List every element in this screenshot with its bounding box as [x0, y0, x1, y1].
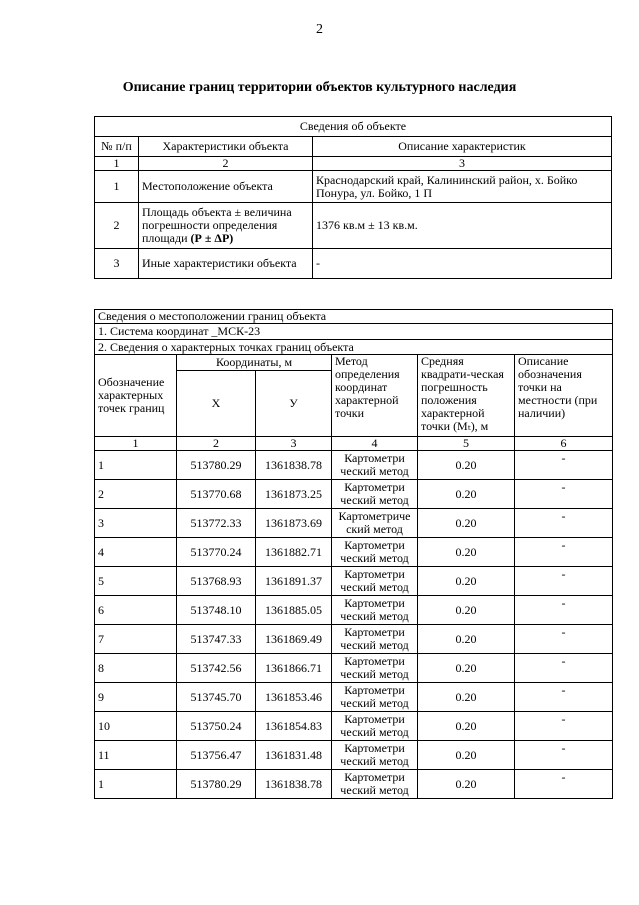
method-cell: Картометри ческий метод	[332, 712, 418, 741]
y-cell: 1361831.48	[256, 741, 332, 770]
table-row	[95, 567, 613, 596]
description-cell: -	[515, 683, 613, 712]
table-row	[95, 596, 613, 625]
x-cell: 513745.70	[177, 683, 256, 712]
col-number: 3	[313, 157, 612, 171]
error-cell: 0.20	[418, 567, 515, 596]
col-number: 5	[418, 437, 515, 451]
x-cell: 513747.33	[177, 625, 256, 654]
row-characteristic	[139, 203, 313, 249]
table-row	[95, 712, 613, 741]
error-cell: 0.20	[418, 451, 515, 480]
coord-system: 1. Система координат _МСК-23	[95, 324, 613, 340]
point-cell: 9	[95, 683, 177, 712]
method-cell: Картометри ческий метод	[332, 451, 418, 480]
boundary-coordinates-table	[94, 309, 613, 799]
x-cell: 513750.24	[177, 712, 256, 741]
table-row	[95, 654, 613, 683]
header-description: Описание обозначения точки на местности (при наличии)	[515, 355, 613, 437]
row-num: 2	[95, 203, 139, 249]
description-cell: -	[515, 509, 613, 538]
col-number: 1	[95, 157, 139, 171]
object-info-table	[94, 116, 612, 279]
table-row	[95, 683, 613, 712]
header-description: Описание характеристик	[313, 137, 612, 157]
col-number: 1	[95, 437, 177, 451]
page-number: 2	[316, 22, 323, 37]
point-cell: 1	[95, 451, 177, 480]
y-cell: 1361854.83	[256, 712, 332, 741]
method-cell: Картометриче ский метод	[332, 509, 418, 538]
location-caption: Сведения о местоположении границ объекта	[95, 310, 613, 324]
header-y: У	[256, 371, 332, 437]
row-description: Краснодарский край, Калининский район, х. Бойко Понура, ул. Бойко, 1 П	[313, 171, 612, 203]
x-cell: 513772.33	[177, 509, 256, 538]
object-info-caption: Сведения об объекте	[95, 117, 612, 137]
error-cell: 0.20	[418, 683, 515, 712]
x-cell: 513770.68	[177, 480, 256, 509]
table-row	[95, 538, 613, 567]
y-cell: 1361873.25	[256, 480, 332, 509]
method-cell: Картометри ческий метод	[332, 683, 418, 712]
point-cell: 8	[95, 654, 177, 683]
description-cell: -	[515, 654, 613, 683]
y-cell: 1361838.78	[256, 770, 332, 799]
description-cell: -	[515, 596, 613, 625]
y-cell: 1361891.37	[256, 567, 332, 596]
row-description: -	[313, 249, 612, 279]
row-num: 1	[95, 171, 139, 203]
description-cell: -	[515, 625, 613, 654]
method-cell: Картометри ческий метод	[332, 567, 418, 596]
y-cell: 1361882.71	[256, 538, 332, 567]
col-number: 6	[515, 437, 613, 451]
method-cell: Картометри ческий метод	[332, 596, 418, 625]
point-cell: 11	[95, 741, 177, 770]
y-cell: 1361873.69	[256, 509, 332, 538]
error-cell: 0.20	[418, 509, 515, 538]
error-cell: 0.20	[418, 538, 515, 567]
points-caption: 2. Сведения о характерных точках границ объекта	[95, 340, 613, 355]
header-method: Метод определения координат характерной точки	[332, 355, 418, 437]
table-row	[95, 451, 613, 480]
point-cell: 7	[95, 625, 177, 654]
method-cell: Картометри ческий метод	[332, 654, 418, 683]
table-row	[95, 480, 613, 509]
point-cell: 2	[95, 480, 177, 509]
x-cell: 513780.29	[177, 770, 256, 799]
error-cell: 0.20	[418, 625, 515, 654]
description-cell: -	[515, 567, 613, 596]
row-characteristic: Местоположение объекта	[139, 171, 313, 203]
table-row	[95, 509, 613, 538]
y-cell: 1361853.46	[256, 683, 332, 712]
row-description: 1376 кв.м ± 13 кв.м.	[313, 203, 612, 249]
error-cell: 0.20	[418, 770, 515, 799]
error-cell: 0.20	[418, 741, 515, 770]
method-cell: Картометри ческий метод	[332, 770, 418, 799]
error-cell: 0.20	[418, 712, 515, 741]
col-number: 2	[177, 437, 256, 451]
description-cell: -	[515, 480, 613, 509]
point-cell: 1	[95, 770, 177, 799]
x-cell: 513780.29	[177, 451, 256, 480]
method-cell: Картометри ческий метод	[332, 741, 418, 770]
header-point-designation: Обозначение характерных точек границ	[95, 355, 177, 437]
coordinates-rows	[95, 451, 613, 799]
description-cell: -	[515, 712, 613, 741]
error-cell: 0.20	[418, 480, 515, 509]
x-cell: 513748.10	[177, 596, 256, 625]
point-cell: 3	[95, 509, 177, 538]
table-row	[95, 625, 613, 654]
method-cell: Картометри ческий метод	[332, 480, 418, 509]
characteristic-formula: (Р ± ΔР)	[190, 231, 234, 245]
description-cell: -	[515, 741, 613, 770]
col-number: 2	[139, 157, 313, 171]
point-cell: 5	[95, 567, 177, 596]
x-cell: 513756.47	[177, 741, 256, 770]
table-row	[95, 770, 613, 799]
description-cell: -	[515, 451, 613, 480]
header-num: № п/п	[95, 137, 139, 157]
point-cell: 6	[95, 596, 177, 625]
characteristic-text: Площадь объекта ± величина погрешности определения площади	[142, 205, 292, 245]
row-characteristic: Иные характеристики объекта	[139, 249, 313, 279]
x-cell: 513742.56	[177, 654, 256, 683]
header-x: X	[177, 371, 256, 437]
point-cell: 10	[95, 712, 177, 741]
y-cell: 1361866.71	[256, 654, 332, 683]
point-cell: 4	[95, 538, 177, 567]
error-cell: 0.20	[418, 596, 515, 625]
x-cell: 513770.24	[177, 538, 256, 567]
table-row	[95, 741, 613, 770]
method-cell: Картометри ческий метод	[332, 538, 418, 567]
header-error: Средняя квадрати-ческая погрешность положения характерной точки (Mₜ), м	[418, 355, 515, 437]
col-number: 4	[332, 437, 418, 451]
error-cell: 0.20	[418, 654, 515, 683]
description-cell: -	[515, 770, 613, 799]
header-coordinates: Координаты, м	[177, 355, 332, 371]
y-cell: 1361885.05	[256, 596, 332, 625]
header-characteristic: Характеристики объекта	[139, 137, 313, 157]
description-cell: -	[515, 538, 613, 567]
document-title: Описание границ территории объектов культурного наследия	[122, 80, 517, 95]
x-cell: 513768.93	[177, 567, 256, 596]
method-cell: Картометри ческий метод	[332, 625, 418, 654]
col-number: 3	[256, 437, 332, 451]
row-num: 3	[95, 249, 139, 279]
y-cell: 1361869.49	[256, 625, 332, 654]
y-cell: 1361838.78	[256, 451, 332, 480]
